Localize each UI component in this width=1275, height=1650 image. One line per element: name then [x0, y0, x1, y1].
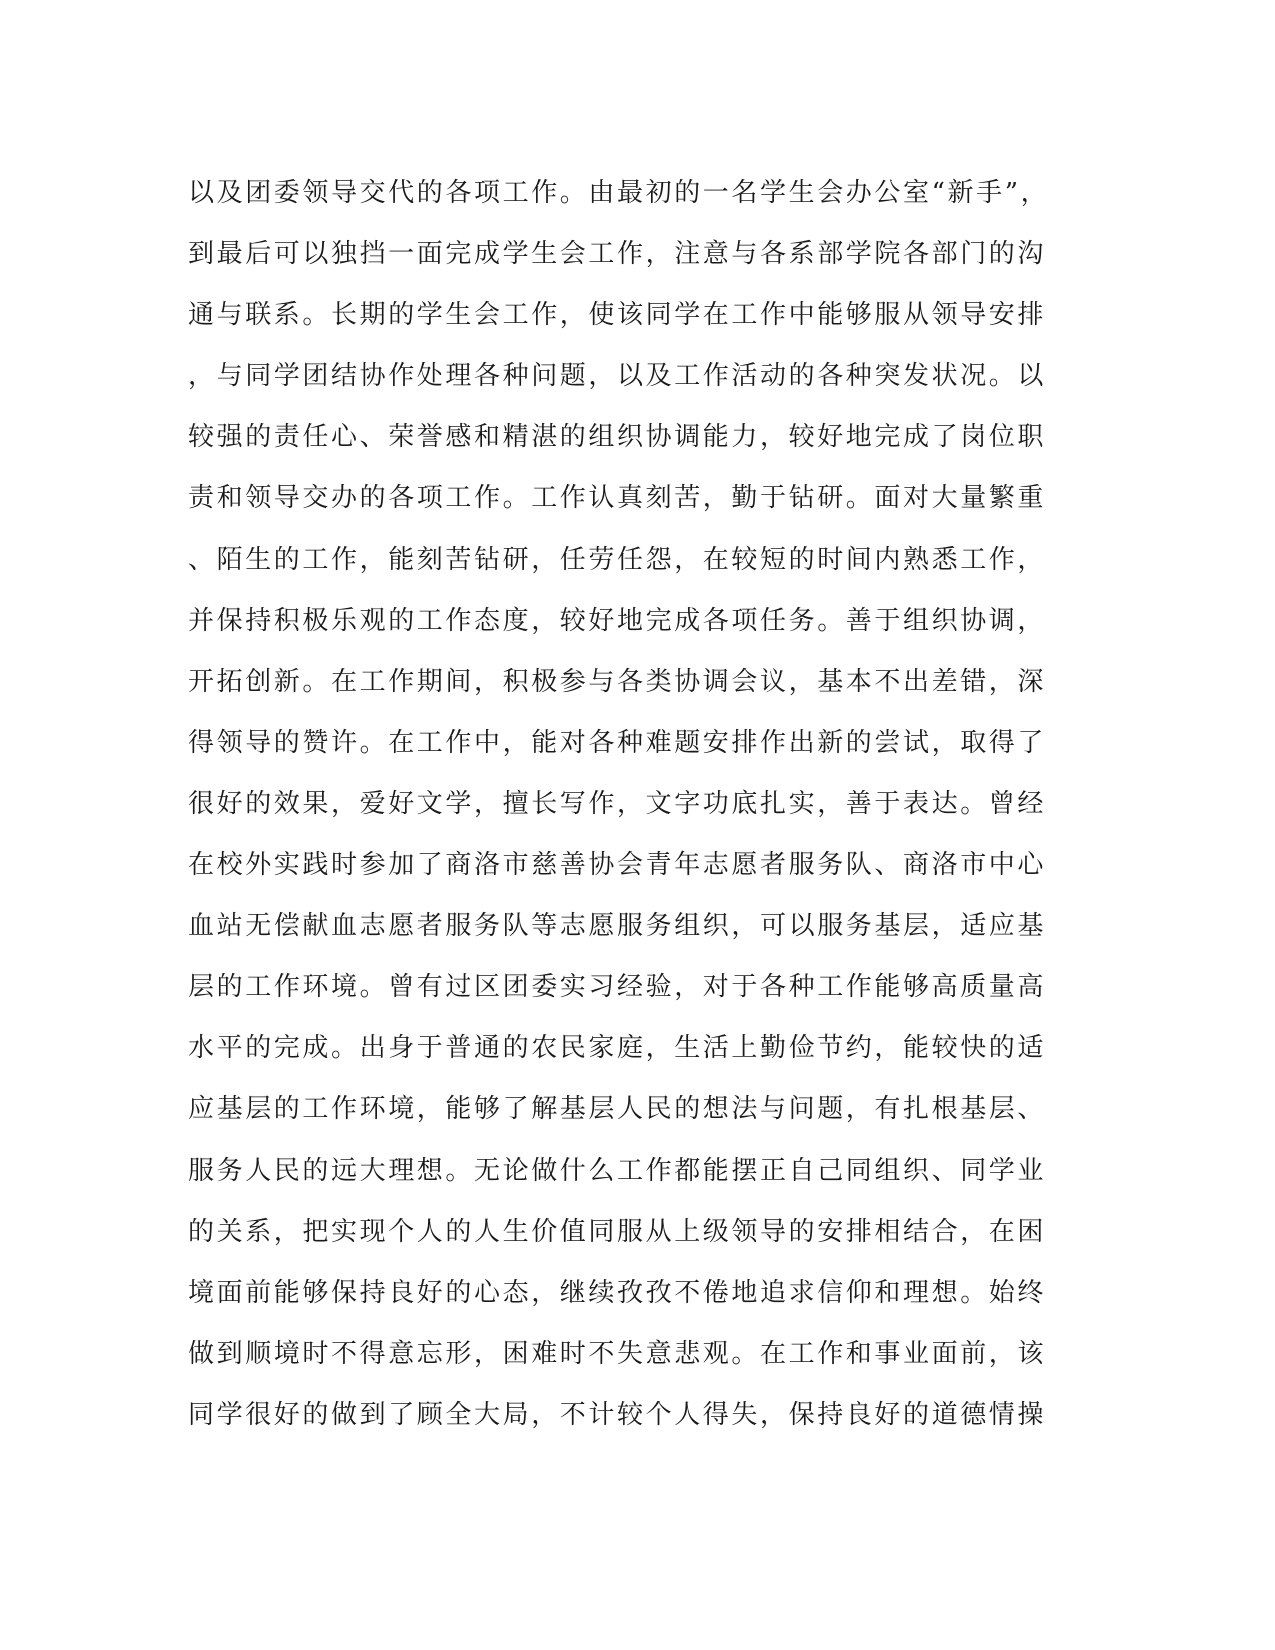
text-line: 很好的效果，爱好文学，擅长写作，文字功底扎实，善于表达。曾经: [188, 788, 1047, 819]
text-line: 血站无偿献血志愿者服务队等志愿服务组织，可以服务基层，适应基: [188, 911, 1047, 942]
text-line: 责和领导交办的各项工作。工作认真刻苦，勤于钻研。面对大量繁重: [188, 483, 1047, 514]
text-line: 以及团委领导交代的各项工作。由最初的一名学生会办公室“新手”，: [188, 178, 1050, 208]
text-line: ，与同学团结协作处理各种问题，以及工作活动的各种突发状况。以: [188, 361, 1047, 392]
text-line: 较强的责任心、荣誉感和精湛的组织协调能力，较好地完成了岗位职: [188, 422, 1047, 453]
text-line: 应基层的工作环境，能够了解基层人民的想法与问题，有扎根基层、: [188, 1094, 1047, 1125]
body-paragraph: [188, 163, 1048, 1446]
text-line: 在校外实践时参加了商洛市慈善协会青年志愿者服务队、商洛市中心: [188, 850, 1047, 881]
text-line: 并保持积极乐观的工作态度，较好地完成各项任务。善于组织协调，: [188, 605, 1047, 636]
text-line: 开拓创新。在工作期间，积极参与各类协调会议，基本不出差错，深: [188, 666, 1047, 697]
text-line: 到最后可以独挡一面完成学生会工作，注意与各系部学院各部门的沟: [188, 239, 1047, 270]
text-line: 、陌生的工作，能刻苦钻研，任劳任怨，在较短的时间内熟悉工作，: [188, 544, 1047, 575]
text-line: 得领导的赞许。在工作中，能对各种难题安排作出新的尝试，取得了: [188, 727, 1047, 758]
text-line: 境面前能够保持良好的心态，继续孜孜不倦地追求信仰和理想。始终: [188, 1277, 1047, 1308]
text-line: 同学很好的做到了顾全大局，不计较个人得失，保持良好的道德情操: [188, 1399, 1047, 1430]
text-line: 的关系，把实现个人的人生价值同服从上级领导的安排相结合，在困: [188, 1216, 1047, 1247]
text-line: 服务人民的远大理想。无论做什么工作都能摆正自己同组织、同学业: [188, 1155, 1047, 1186]
text-line: 做到顺境时不得意忘形，困难时不失意悲观。在工作和事业面前，该: [188, 1338, 1047, 1369]
text-line: 水平的完成。出身于普通的农民家庭，生活上勤俭节约，能较快的适: [188, 1033, 1047, 1064]
text-line: 通与联系。长期的学生会工作，使该同学在工作中能够服从领导安排: [188, 300, 1047, 331]
text-line: 层的工作环境。曾有过区团委实习经验，对于各种工作能够高质量高: [188, 972, 1047, 1003]
